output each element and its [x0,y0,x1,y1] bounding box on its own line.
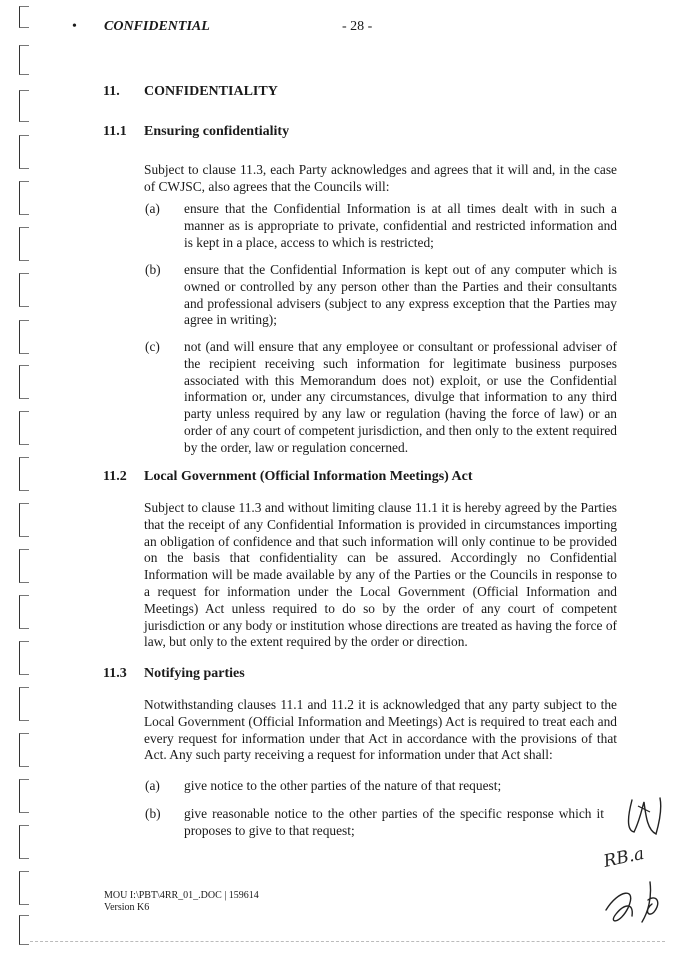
binding-mark [19,90,29,122]
clause-11-2-body: Subject to clause 11.3 and without limiting clause 11.1 it is hereby agreed by the Parties that the receipt of any Confidential Information is provided in circumstances importing an obligation of confidence and that such information will only continue to be provided on the basis that confidentiality can be assured. Accordingly no Confidential Information will be made available by any of the Parties or the Councils in response to a request for information under the Local Government (Official Information and Meetings) Act unless required to do so by the order of any court of competent jurisdiction or any body or institution whose directions are treated as having the force of law, but only to the extent required by the order or direction. [144,500,618,650]
list-item-label: (b) [145,262,161,277]
binding-mark [19,549,29,583]
binding-mark [19,687,29,721]
clause-11-3-body: Notwithstanding clauses 11.1 and 11.2 it is acknowledged that any party subject to the Local Government (Official Information and Meetings) Act is required to treat each and every request for information under that Act in accordance with the provisions of that Act. Any such party receiving a request for information under that Act shall: [144,697,617,763]
clause-title: Ensuring confidentiality [144,124,290,139]
section-number: 11. [103,84,120,99]
binding-mark [19,457,29,491]
document-footer [104,890,259,914]
binding-mark [19,6,29,28]
list-item-label: (a) [145,201,160,216]
footer-version: Version K6 [104,902,150,913]
list-item-text: give reasonable notice to the other parties of the specific response which it proposes to give to that request; [184,806,604,838]
list-item-label: (a) [145,778,160,793]
clause-title: Notifying parties [144,666,245,681]
handwritten-signature [598,790,673,935]
list-item-text: ensure that the Confidential Information is kept out of any computer which is owned or controlled by any person other than the Parties and their consultants and professional advisers (subject to any express exception that the Parties may agree in writing); [184,262,617,328]
clause-title: Local Government (Official Information Meetings) Act [144,469,473,484]
binding-mark [19,871,29,905]
binding-mark [19,135,29,169]
header-confidential: CONFIDENTIAL [104,19,210,34]
binding-mark [19,227,29,261]
binding-mark [19,320,29,354]
section-title: CONFIDENTIALITY [144,84,278,99]
binding-mark [19,273,29,307]
list-item-label: (b) [145,806,161,821]
binding-mark [19,595,29,629]
header-mark: • [72,19,77,34]
list-item-text: ensure that the Confidential Information is at all times dealt with in such a manner as is appropriate to private, confidential and restricted information and is kept in a place, access to which is restricted; [184,201,617,250]
binding-mark [19,915,29,945]
initials-text: RB.a [601,843,646,872]
binding-mark [19,503,29,537]
list-item-text: not (and will ensure that any employee or consultant or professional adviser of the recipient receiving such information for legitimate business purposes associated with this Memorandum does not) exploit, or use the Confidential information or, under any circumstances, divulge that information to any third party unless required by any law or regulation (having the force of law) or an order of any court of competent jurisdiction, and then only to the extent required by the order, law or regulation concerned. [184,339,617,455]
footer-file-reference: MOU I:\PBT\4RR_01_.DOC | 159614 [104,890,259,901]
clause-number: 11.3 [103,666,127,681]
bottom-scan-edge [30,941,665,942]
binding-mark [19,825,29,859]
binding-mark [19,45,29,75]
clause-11-1-intro: Subject to clause 11.3, each Party acknowledges and agrees that it will and, in the case of CWJSC, also agrees that the Councils will: [144,162,617,194]
clause-number: 11.1 [103,124,127,139]
binding-mark [19,411,29,445]
page-number: - 28 - [342,19,373,34]
binding-mark [19,641,29,675]
binding-mark [19,733,29,767]
binding-mark [19,779,29,813]
list-item-label: (c) [145,339,160,354]
binding-mark [19,365,29,399]
binding-mark [19,181,29,215]
clause-number: 11.2 [103,469,127,484]
list-item-text: give notice to the other parties of the nature of that request; [184,778,502,793]
